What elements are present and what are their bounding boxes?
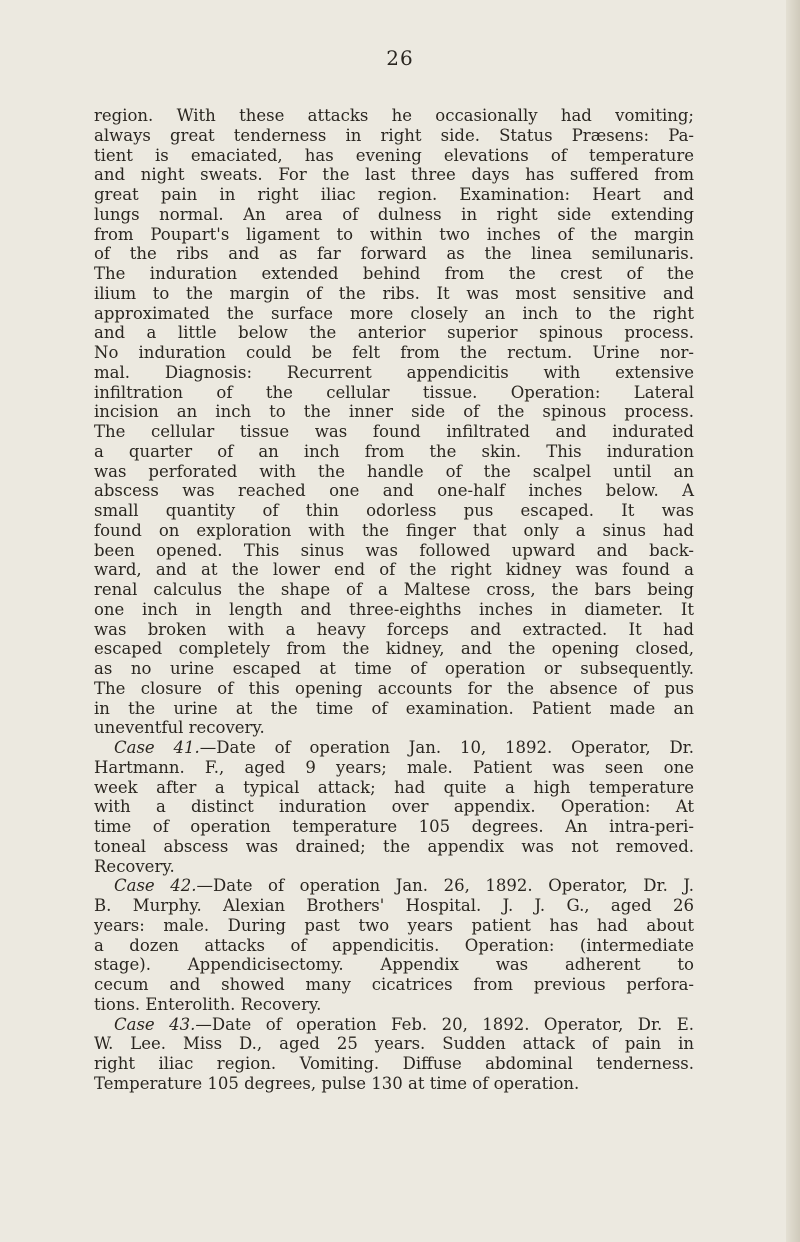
text-line [94,936,694,956]
text-line [94,699,694,719]
line-text: of the ribs and as far forward as the linea semilunaris. [94,244,694,264]
text-line [94,758,694,778]
line-text: found on exploration with the finger that only a sinus had [94,520,694,540]
text-line [94,778,694,798]
page-edge-shadow [786,0,800,1242]
line-text: uneventful recovery. [94,718,265,738]
line-text: incision an inch to the inner side of the spinous process. [94,402,694,422]
text-line [94,481,694,501]
case-heading-line [94,876,694,896]
line-text: ward, and at the lower end of the right kidney was found a [94,560,694,580]
text-line [94,343,694,363]
line-text: cecum and showed many cicatrices from previous perfora- [94,975,694,994]
text-line [94,560,694,580]
text-line [94,146,694,166]
line-text: —Date of operation Feb. 20, 1892. Operator, Dr. E. [195,1014,695,1034]
text-line [94,284,694,304]
text-line [94,1034,694,1054]
line-text: No induration could be felt from the rectum. Urine nor- [94,343,694,362]
line-text: small quantity of thin odorless pus escaped. It was [94,501,694,520]
line-text: in the urine at the time of examination. Patient made an [94,698,694,718]
page-number: 26 [386,46,414,70]
line-text: tions. Enterolith. Recovery. [94,994,322,1014]
text-line [94,639,694,659]
line-text: great pain in right iliac region. Examination: Heart and [94,185,694,204]
line-text: one inch in length and three-eighths inches in diameter. It [94,599,694,619]
text-line [94,422,694,442]
text-line [94,600,694,620]
line-text: a quarter of an inch from the skin. This induration [94,441,694,461]
text-line [94,106,694,126]
line-text: The induration extended behind from the crest of the [94,264,694,283]
text-line [94,995,694,1015]
line-text: and night sweats. For the last three days has suffered from [94,165,694,185]
text-line [94,383,694,403]
text-line [94,916,694,936]
line-text: always great tenderness in right side. Status Præsens: Pa- [94,125,694,145]
text-line [94,323,694,343]
line-text: —Date of operation Jan. 10, 1892. Operator, Dr. [199,738,695,757]
text-line [94,541,694,561]
text-line [94,225,694,245]
line-text: week after a typical attack; had quite a high temperature [94,777,694,797]
line-text: Recovery. [94,856,175,876]
text-line [94,304,694,324]
line-text: ilium to the margin of the ribs. It was most sensitive and [94,283,694,303]
line-text: abscess was reached one and one-half inches below. A [94,481,694,501]
line-text: escaped completely from the kidney, and the opening closed, [94,639,694,659]
text-line [94,205,694,225]
text-line [94,501,694,521]
line-text: region. With these attacks he occasionally had vomiting; [94,106,694,125]
line-text: a dozen attacks of appendicitis. Operation: (intermediate [94,935,694,955]
text-line [94,1074,694,1094]
text-line [94,679,694,699]
line-text: The closure of this opening accounts for the absence of pus [94,678,694,698]
line-text: and a little below the anterior superior spinous process. [94,323,694,343]
case-label: Case 41. [114,738,200,757]
text-line [94,580,694,600]
line-text: as no urine escaped at time of operation or subsequently. [94,659,694,678]
text-line [94,185,694,205]
line-text: lungs normal. An area of dulness in right side extending [94,204,694,224]
text-line [94,896,694,916]
text-line [94,817,694,837]
line-text: Hartmann. F., aged 9 years; male. Patient was seen one [94,757,694,777]
text-line [94,264,694,284]
case-label: Case 43. [114,1014,196,1034]
text-line [94,402,694,422]
line-text: W. Lee. Miss D., aged 25 years. Sudden attack of pain in [94,1034,694,1054]
text-line [94,797,694,817]
text-line [94,659,694,679]
line-text: stage). Appendicisectomy. Appendix was adherent to [94,955,694,975]
body-text [94,106,694,1094]
line-text: B. Murphy. Alexian Brothers' Hospital. J. J. G., aged 26 [94,896,694,915]
line-text: tient is emaciated, has evening elevations of temperature [94,145,694,165]
text-line [94,837,694,857]
text-line [94,442,694,462]
text-line [94,1054,694,1074]
case-heading-line [94,738,694,758]
text-line [94,955,694,975]
line-text: right iliac region. Vomiting. Diffuse abdominal tenderness. [94,1054,694,1073]
text-line [94,857,694,877]
line-text: with a distinct induration over appendix. Operation: At [94,797,694,817]
text-line [94,126,694,146]
text-line [94,462,694,482]
line-text: toneal abscess was drained; the appendix was not removed. [94,836,694,856]
line-text: mal. Diagnosis: Recurrent appendicitis with extensive [94,362,694,382]
line-text: from Poupart's ligament to within two inches of the margin [94,224,694,244]
text-line [94,620,694,640]
line-text: was perforated with the handle of the scalpel until an [94,461,694,481]
line-text: The cellular tissue was found infiltrated and indurated [94,422,694,441]
line-text: time of operation temperature 105 degrees. An intra-peri- [94,817,694,836]
line-text: Temperature 105 degrees, pulse 130 at time of operation. [94,1073,580,1093]
line-text: infiltration of the cellular tissue. Operation: Lateral [94,382,694,402]
line-text: been opened. This sinus was followed upward and back- [94,540,694,560]
line-text: years: male. During past two years patient has had about [94,915,694,935]
line-text: approximated the surface more closely an inch to the right [94,303,694,323]
line-text: —Date of operation Jan. 26, 1892. Operator, Dr. J. [196,876,694,896]
line-text: renal calculus the shape of a Maltese cross, the bars being [94,580,694,599]
case-heading-line [94,1015,694,1035]
text-line [94,363,694,383]
line-text: was broken with a heavy forceps and extracted. It had [94,619,694,639]
text-line [94,165,694,185]
text-line [94,244,694,264]
case-label: Case 42. [114,876,197,896]
text-line [94,718,694,738]
text-line [94,975,694,995]
text-line [94,521,694,541]
